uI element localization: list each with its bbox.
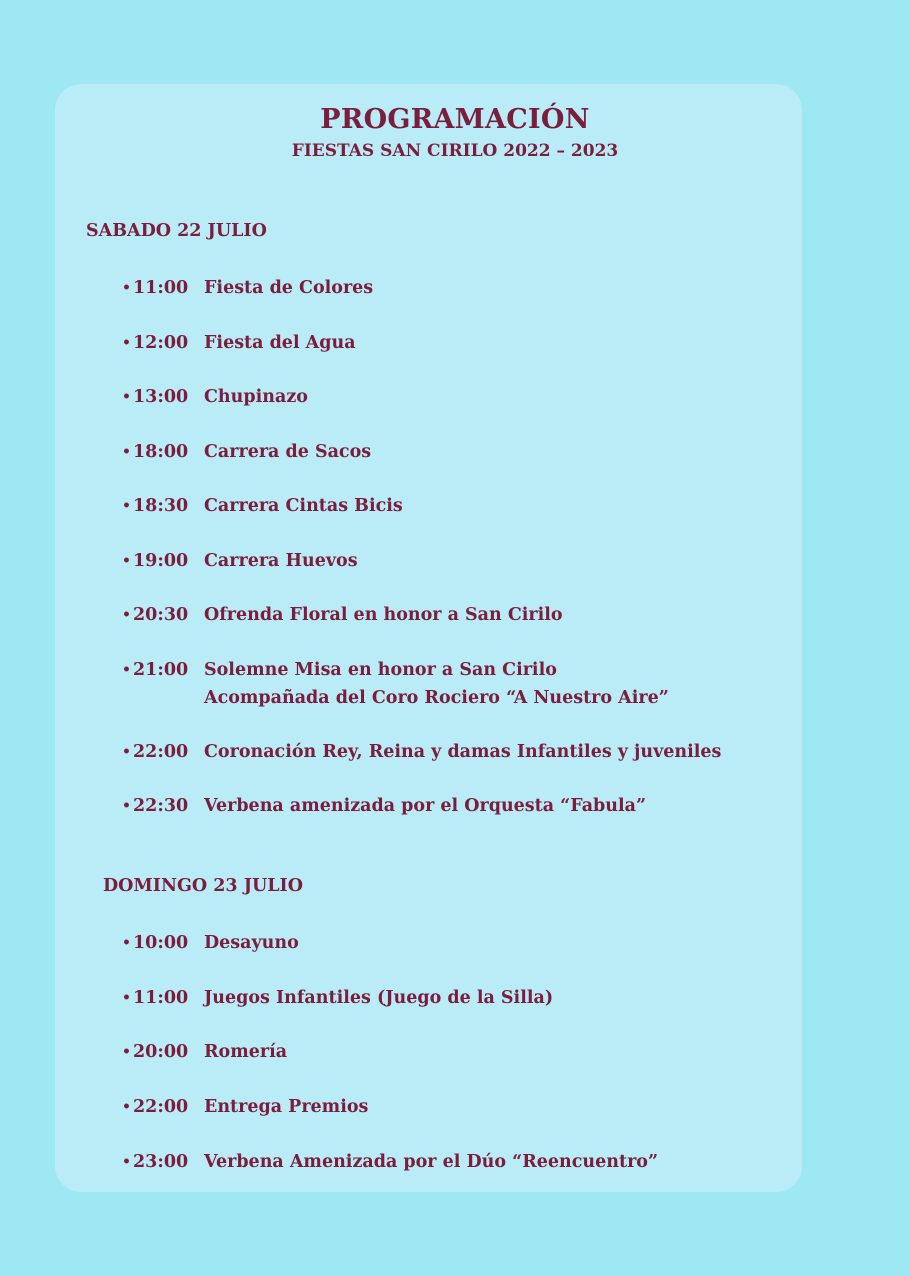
event-description: Entrega Premios bbox=[204, 1097, 369, 1117]
event-description: Verbena amenizada por el Orquesta “Fabula” bbox=[204, 796, 647, 816]
bullet-icon: • bbox=[122, 607, 131, 623]
event-time: 11:00 bbox=[133, 278, 189, 298]
event-time: 20:30 bbox=[133, 605, 189, 625]
event-time: 10:00 bbox=[133, 933, 189, 953]
bullet-icon: • bbox=[122, 553, 131, 569]
event-time: 13:00 bbox=[133, 387, 189, 407]
event-description: Desayuno bbox=[204, 933, 299, 953]
page-subtitle: FIESTAS SAN CIRILO 2022 – 2023 bbox=[291, 141, 619, 161]
event-time: 20:00 bbox=[133, 1042, 189, 1062]
event-time: 22:30 bbox=[133, 796, 189, 816]
bullet-icon: • bbox=[122, 498, 131, 514]
event-description: Ofrenda Floral en honor a San Cirilo bbox=[204, 605, 563, 625]
page-title: PROGRAMACIÓN bbox=[320, 104, 590, 135]
event-description: Carrera de Sacos bbox=[204, 442, 372, 462]
day-heading-saturday: SABADO 22 JULIO bbox=[86, 221, 267, 241]
event-time: 11:00 bbox=[133, 988, 189, 1008]
bullet-icon: • bbox=[122, 335, 131, 351]
bullet-icon: • bbox=[122, 444, 131, 460]
event-description: Chupinazo bbox=[204, 387, 308, 407]
event-description-line-2: Acompañada del Coro Rociero “A Nuestro Aire” bbox=[204, 688, 669, 708]
bullet-icon: • bbox=[122, 990, 131, 1006]
bullet-icon: • bbox=[122, 662, 131, 678]
event-time: 21:00 bbox=[133, 660, 189, 680]
event-description: Carrera Cintas Bicis bbox=[204, 496, 403, 516]
event-time: 19:00 bbox=[133, 551, 189, 571]
event-description: Solemne Misa en honor a San Cirilo bbox=[204, 660, 557, 680]
bullet-icon: • bbox=[122, 1044, 131, 1060]
event-time: 22:00 bbox=[133, 742, 189, 762]
event-description: Verbena Amenizada por el Dúo “Reencuentro” bbox=[204, 1152, 659, 1172]
day-heading-sunday: DOMINGO 23 JULIO bbox=[103, 876, 303, 896]
bullet-icon: • bbox=[122, 1099, 131, 1115]
event-time: 22:00 bbox=[133, 1097, 189, 1117]
event-description: Juegos Infantiles (Juego de la Silla) bbox=[204, 988, 554, 1008]
event-description: Romería bbox=[204, 1042, 288, 1062]
event-description: Fiesta del Agua bbox=[204, 333, 356, 353]
bullet-icon: • bbox=[122, 389, 131, 405]
event-description: Fiesta de Colores bbox=[204, 278, 374, 298]
event-time: 23:00 bbox=[133, 1152, 189, 1172]
event-time: 12:00 bbox=[133, 333, 189, 353]
event-time: 18:00 bbox=[133, 442, 189, 462]
bullet-icon: • bbox=[122, 280, 131, 296]
event-description: Coronación Rey, Reina y damas Infantiles y juveniles bbox=[204, 742, 722, 762]
program-card bbox=[55, 84, 802, 1192]
bullet-icon: • bbox=[122, 1154, 131, 1170]
bullet-icon: • bbox=[122, 935, 131, 951]
event-description: Carrera Huevos bbox=[204, 551, 358, 571]
bullet-icon: • bbox=[122, 744, 131, 760]
bullet-icon: • bbox=[122, 798, 131, 814]
event-time: 18:30 bbox=[133, 496, 189, 516]
